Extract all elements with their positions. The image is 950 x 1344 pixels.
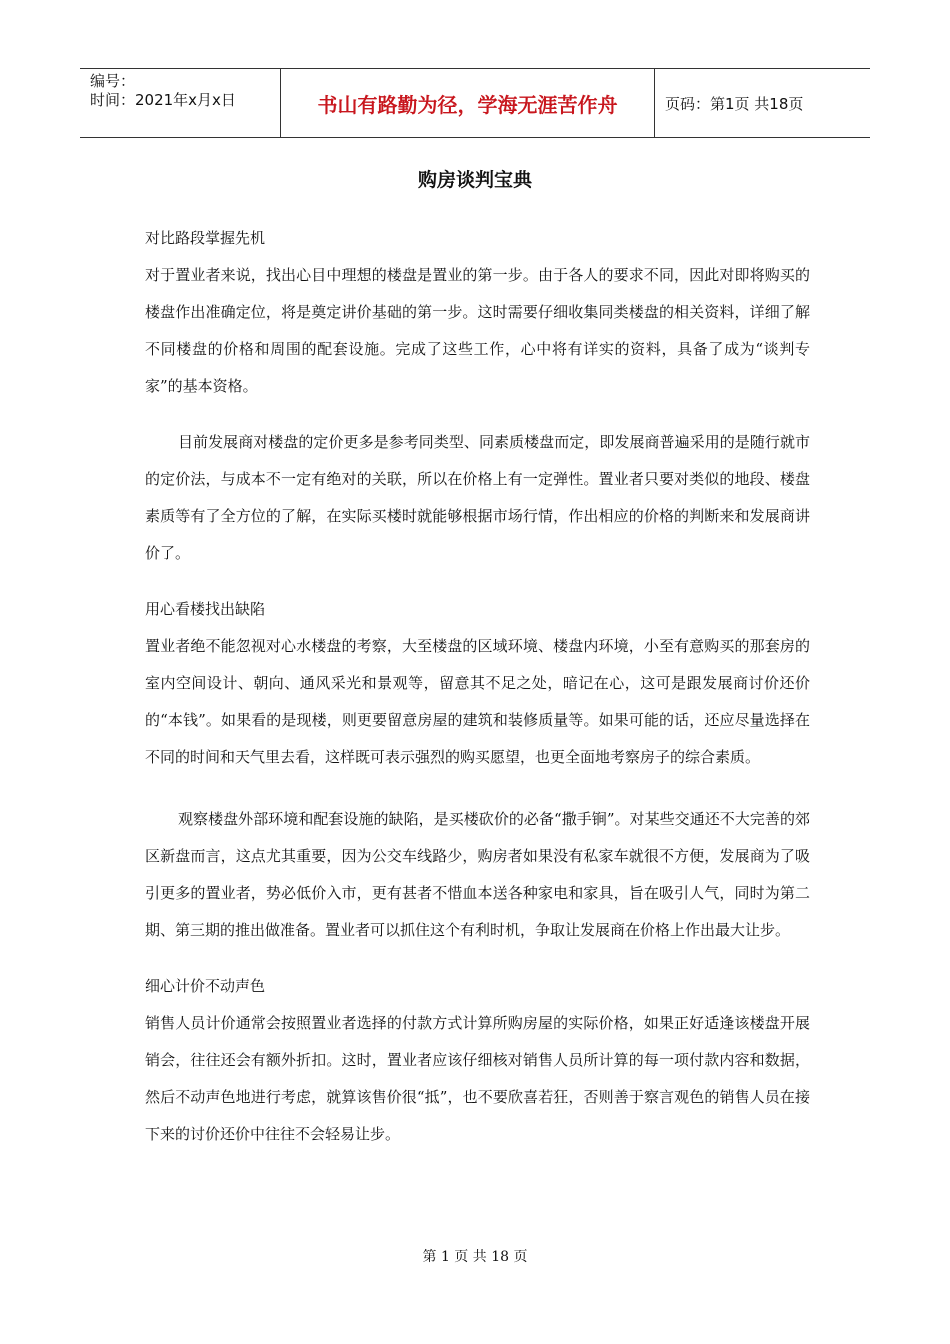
paragraph: 对于置业者来说，找出心目中理想的楼盘是置业的第一步。由于各人的要求不同，因此对即将购买的楼盘作出准确定位，将是奠定讲价基础的第一步。这时需要仔细收集同类楼盘的相关资料，详细了解不同楼盘的价格和周围的配套设施。完成了这些工作，心中将有详实的资料，具备了成为“谈判专家”的基本资格。	[145, 266, 810, 395]
section-heading: 对比路段掌握先机	[145, 229, 266, 247]
header-page-info: 页码：第1页 共18页	[665, 94, 804, 113]
header-motto: 书山有路勤为径，学海无涯苦作舟	[281, 69, 655, 137]
paragraph: 置业者绝不能忽视对心水楼盘的考察，大至楼盘的区域环境、楼盘内环境，小至有意购买的那套房的室内空间设计、朝向、通风采光和景观等，留意其不足之处，暗记在心，这可是跟发展商讨价还价的“本钱”。如果看的是现楼，则更要留意房屋的建筑和装修质量等。如果可能的话，还应尽量选择在不同的时间和天气里去看，这样既可表示强烈的购买愿望，也更全面地考察房子的综合素质。	[145, 637, 810, 766]
document-title: 购房谈判宝典	[417, 169, 532, 191]
page-header	[80, 68, 870, 138]
paragraph: 观察楼盘外部环境和配套设施的缺陷，是买楼砍价的必备“撒手锏”。对某些交通还不大完善的郊区新盘而言，这点尤其重要，因为公交车线路少，购房者如果没有私家车就很不方便，发展商为了吸引更多的置业者，势必低价入市，更有甚者不惜血本送各种家电和家具，旨在吸引人气，同时为第二期、第三期的推出做准备。置业者可以抓住这个有利时机，争取让发展商在价格上作出最大让步。	[145, 810, 810, 939]
header-meta	[80, 69, 281, 137]
page-footer: 第 1 页 共 18 页	[422, 1249, 528, 1265]
paragraph: 销售人员计价通常会按照置业者选择的付款方式计算所购房屋的实际价格，如果正好适逢该楼盘开展销会，往往还会有额外折扣。这时，置业者应该仔细核对销售人员所计算的每一项付款内容和数据，然后不动声色地进行考虑，就算该售价很“抵”，也不要欣喜若狂，否则善于察言观色的销售人员在接下来的讨价还价中往往不会轻易让步。	[145, 1014, 810, 1143]
document-body	[145, 220, 810, 1153]
section-heading: 用心看楼找出缺陷	[145, 600, 266, 618]
paragraph: 目前发展商对楼盘的定价更多是参考同类型、同素质楼盘而定，即发展商普遍采用的是随行就市的定价法，与成本不一定有绝对的关联，所以在价格上有一定弹性。置业者只要对类似的地段、楼盘素质等有了全方位的了解，在实际买楼时就能够根据市场行情，作出相应的价格的判断来和发展商讲价了。	[145, 433, 810, 562]
section-heading: 细心计价不动声色	[145, 977, 266, 995]
time-label: 时间：2021年x月x日	[90, 91, 236, 109]
number-label: 编号：	[90, 72, 136, 90]
